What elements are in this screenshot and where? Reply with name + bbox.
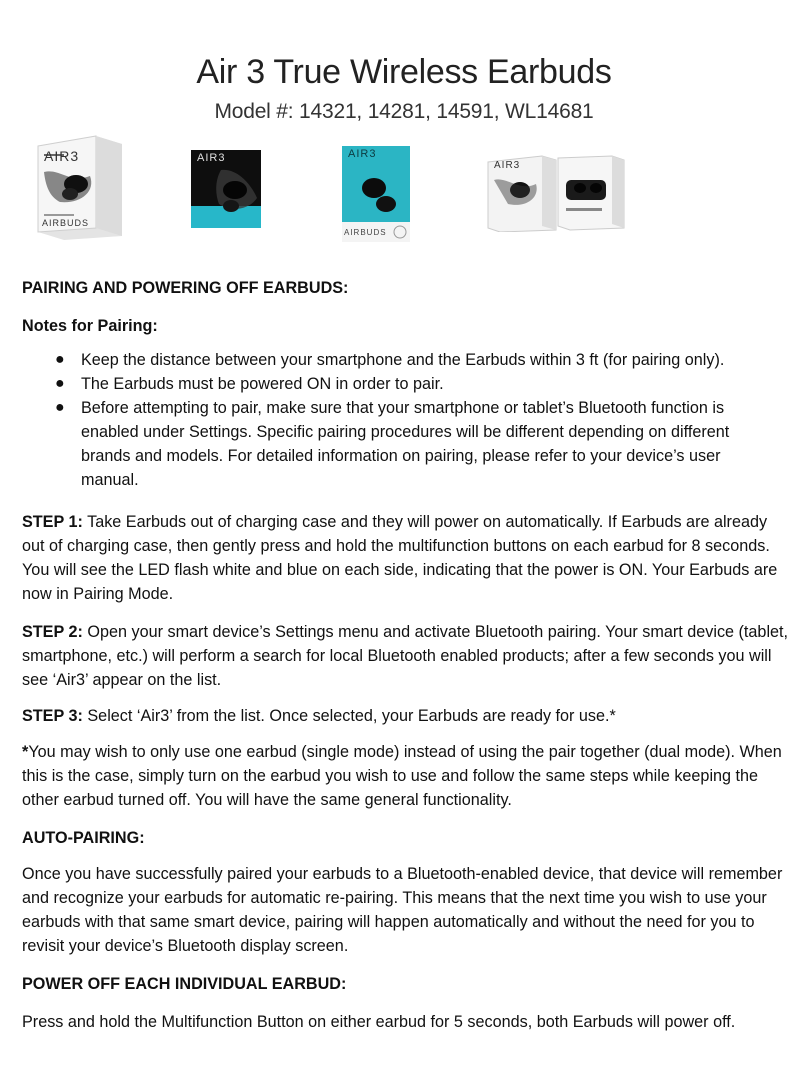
model-numbers: Model #: 14321, 14281, 14591, WL14681 (214, 100, 594, 123)
page-title: Air 3 True Wireless Earbuds (196, 53, 612, 91)
footnote-text: You may wish to only use one earbud (single mode) instead of using the pair together (dual mode). When this is the case, simply turn on the earbud you wish to use and follow the same steps while keeping the other earbud turned off. You will have the same general functionality. (22, 743, 782, 809)
single-mode-footnote (22, 740, 792, 812)
pairing-notes-list (22, 348, 782, 492)
bullet-icon: ● (55, 375, 65, 392)
step-1-text: Take Earbuds out of charging case and they will power on automatically. If Earbuds are already out of charging case, then gently press and hold the multifunction buttons on each earbud for 8 seconds. You will see the LED flash white and blue on each side, indicating that the power is ON. Your Earbuds are now in Pairing Mode. (22, 513, 778, 603)
step-2-paragraph (22, 620, 792, 692)
list-item (22, 372, 782, 396)
list-item (22, 348, 782, 372)
auto-pairing-heading: AUTO-PAIRING: (22, 829, 145, 847)
list-item (22, 396, 782, 492)
step-3-paragraph (22, 704, 792, 728)
step-2-text: Open your smart device’s Settings menu and activate Bluetooth pairing. Your smart device (tablet, smartphone, etc.) will perform a search for local Bluetooth enabled products; after a few seconds you will see ‘Air3’ appear on the list. (22, 623, 789, 689)
step-3-label: STEP 3: (22, 707, 83, 725)
note-text: Before attempting to pair, make sure that your smartphone or tablet’s Bluetooth function is enabled under Settings. Specific pairing procedures will be different depending on different brands and models. For detailed information on pairing, please refer to your device’s user manual. (81, 399, 730, 489)
note-text: Keep the distance between your smartphone and the Earbuds within 3 ft (for pairing only). (81, 351, 725, 369)
auto-pairing-text: Once you have successfully paired your earbuds to a Bluetooth-enabled device, that device will remember and recognize your earbuds for automatic re-pairing. This means that the next time you wish to use your earbuds with that same smart device, pairing will happen automatically and without the need for you to revisit your device’s Bluetooth display screen. (22, 865, 783, 955)
product-image-white-box-subbrand: AIRBUDS (42, 218, 90, 228)
pairing-heading: PAIRING AND POWERING OFF EARBUDS: (22, 279, 349, 297)
step-3-text: Select ‘Air3’ from the list. Once selected, your Earbuds are ready for use.* (82, 707, 616, 725)
product-image-black-box-brand: AIR3 (197, 152, 226, 164)
note-text: The Earbuds must be powered ON in order to pair. (81, 375, 444, 393)
step-1-paragraph (22, 510, 792, 606)
product-image-white-box-brand: AIR3 (44, 148, 80, 164)
product-image-teal-box-brand: AIR3 (348, 148, 377, 160)
step-2-label: STEP 2: (22, 623, 83, 641)
product-image-teal-box-subbrand: AIRBUDS (344, 228, 387, 237)
notes-heading: Notes for Pairing: (22, 317, 158, 335)
power-off-text: Press and hold the Multifunction Button on either earbud for 5 seconds, both Earbuds will power off. (22, 1013, 736, 1031)
footnote-star: * (22, 743, 29, 761)
bullet-icon: ● (55, 399, 65, 416)
step-1-label: STEP 1: (22, 513, 83, 531)
product-image-double-box-brand: AIR3 (494, 160, 521, 171)
power-off-heading: POWER OFF EACH INDIVIDUAL EARBUD: (22, 975, 347, 993)
bullet-icon: ● (55, 351, 65, 368)
